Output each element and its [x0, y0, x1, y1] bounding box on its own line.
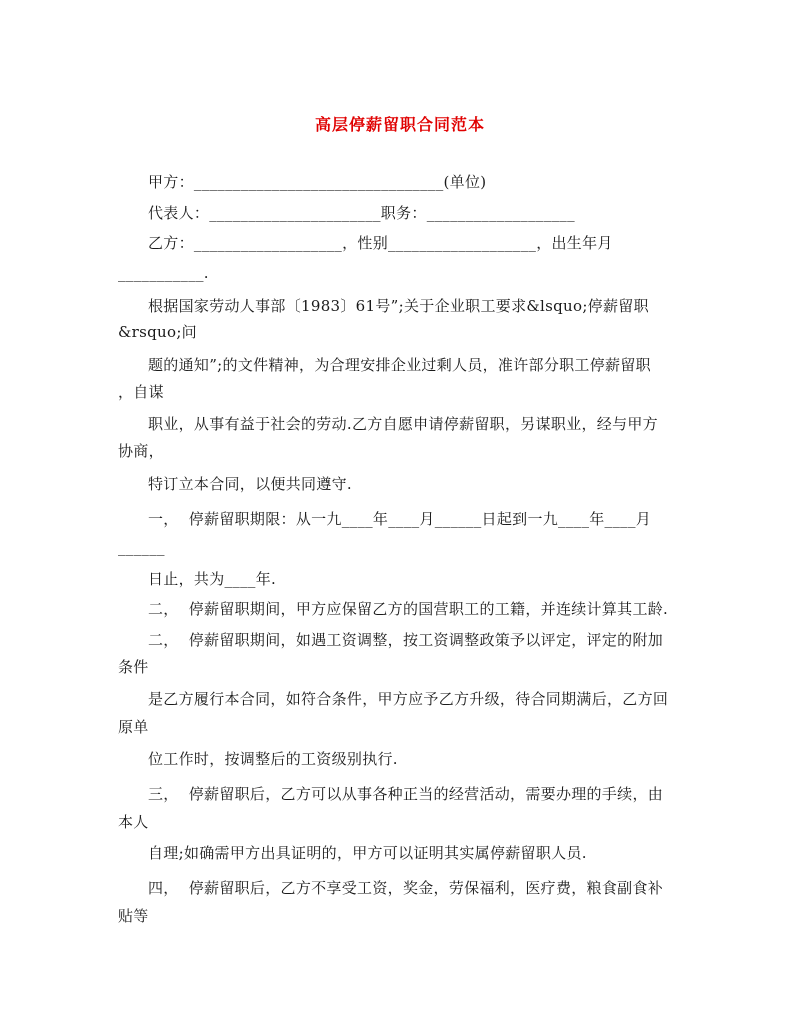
paragraph-line-cont: 协商，: [118, 442, 164, 460]
representative-line: 代表人：______________________职务：___________________: [148, 204, 575, 222]
clause-3-line-end: 自理;如确需甲方出具证明的，甲方可以证明其实属停薪留职人员.: [148, 844, 587, 862]
clause-1-line: 一， 停薪留职期限：从一九____年____月______日起到一九____年____月: [148, 510, 652, 528]
clause-4-line: 四， 停薪留职后，乙方不享受工资，奖金，劳保福利，医疗费，粮食副食补: [148, 879, 664, 897]
paragraph-line: 根据国家劳动人事部〔1983〕61号”;关于企业职工要求&lsquo;停薪留职: [148, 297, 649, 315]
paragraph-line-cont: ，自谋: [118, 383, 164, 401]
paragraph-line: 题的通知”;的文件精神，为合理安排企业过剩人员，准许部分职工停薪留职: [148, 356, 651, 374]
party-b-line-cont: ___________.: [118, 264, 209, 282]
clause-2b-line-end: 位工作时，按调整后的工资级别执行.: [148, 750, 398, 768]
paragraph-line: 职业，从事有益于社会的劳动.乙方自愿申请停薪留职，另谋职业，经与甲方: [148, 415, 658, 433]
clause-1-line-end: 日止，共为____年.: [148, 570, 277, 588]
party-a-line: 甲方：________________________________(单位): [148, 173, 487, 191]
clause-2b-line-cont: 原单: [118, 718, 149, 736]
document-title: 高层停薪留职合同范本: [314, 115, 485, 134]
clause-2b-line: 是乙方履行本合同，如符合条件，甲方应予乙方升级，待合同期满后，乙方回: [148, 690, 669, 708]
clause-3-line: 三， 停薪留职后，乙方可以从事各种正当的经营活动，需要办理的手续，由: [148, 785, 664, 803]
clause-2b-line-cont: 条件: [118, 658, 149, 676]
party-b-line: 乙方：___________________，性别___________________，出生年月: [148, 234, 613, 252]
clause-2a-line: 二， 停薪留职期间，甲方应保留乙方的国营职工的工籍，并连续计算其工龄.: [148, 600, 669, 618]
clause-4-line-cont: 贴等: [118, 907, 149, 925]
paragraph-line: 特订立本合同，以便共同遵守.: [148, 475, 352, 493]
paragraph-line-cont: &rsquo;问: [118, 323, 197, 341]
clause-3-line-cont: 本人: [118, 813, 149, 831]
clause-1-line-cont: ______: [118, 538, 165, 556]
clause-2b-line: 二， 停薪留职期间，如遇工资调整，按工资调整政策予以评定，评定的附加: [148, 631, 664, 649]
